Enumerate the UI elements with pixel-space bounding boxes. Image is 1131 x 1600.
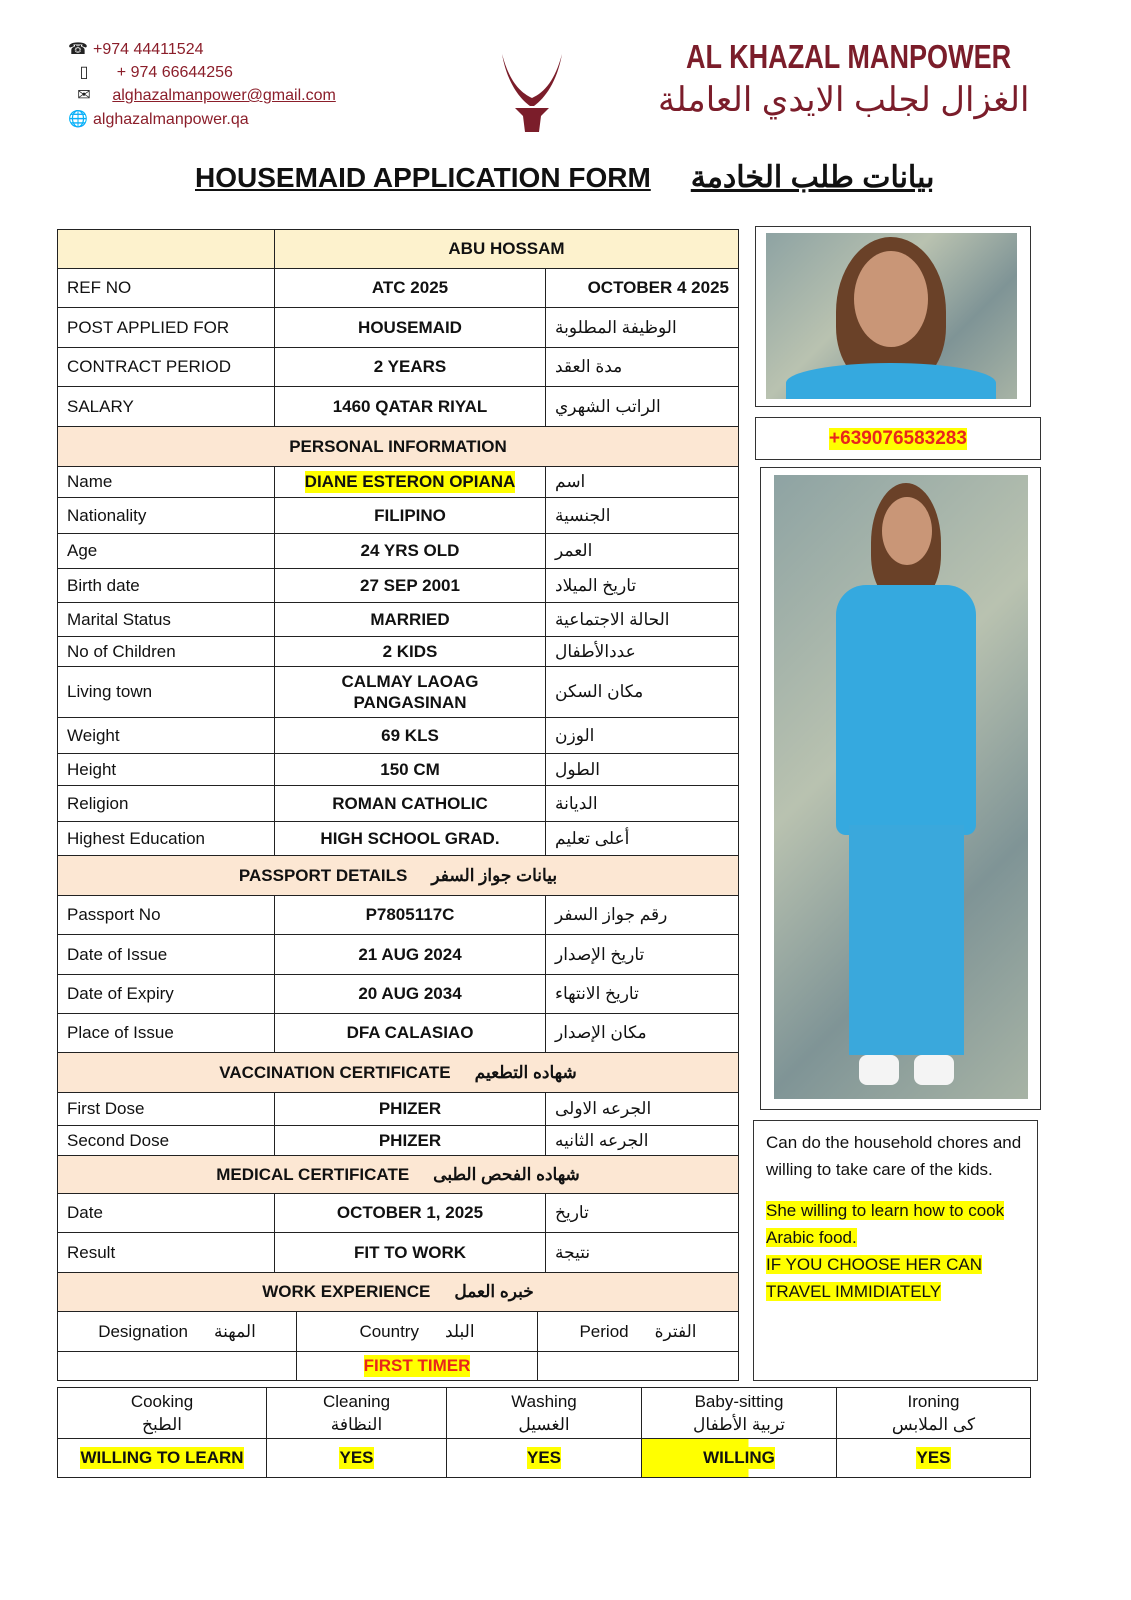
row-marital-status-label <box>57 602 275 637</box>
row-salary-label <box>57 386 275 427</box>
email-link[interactable]: alghazalmanpower@gmail.com <box>112 87 336 104</box>
row-post-applied-for-arabic-text: الوظيفة المطلوبة <box>555 317 677 337</box>
row-living-town-label <box>57 666 275 718</box>
row-salary-value-text: 1460 QATAR RIYAL <box>332 396 488 416</box>
skill-header-baby-sitting <box>641 1387 837 1439</box>
row-birth-date-value <box>274 568 546 603</box>
skill-en: Cooking <box>130 1392 194 1411</box>
personal-info-header <box>57 426 739 467</box>
row-date-of-issue-arabic <box>545 934 739 975</box>
row-post-applied-for-label-text: POST APPLIED FOR <box>67 317 230 337</box>
row-date-of-issue-label <box>57 934 275 975</box>
row-medical-result-arabic <box>545 1232 739 1273</box>
work-column-ar: الفترة <box>654 1321 697 1341</box>
row-living-town-label-text: Living town <box>67 682 153 702</box>
row-ref-no-arabic <box>545 268 739 308</box>
row-ref-no-label-text: REF NO <box>67 278 132 298</box>
passport-header-ar: بيانات جواز السفر <box>431 865 558 885</box>
row-post-applied-for-value <box>274 307 546 348</box>
mobile-text: + 974 66644256 <box>116 64 233 81</box>
row-height-label <box>57 753 275 786</box>
row-height-value <box>274 753 546 786</box>
row-birth-date-value-text: 27 SEP 2001 <box>360 575 460 595</box>
skill-value-ironing <box>836 1438 1031 1478</box>
row-place-of-issue-arabic-text: مكان الإصدار <box>555 1023 647 1043</box>
row-salary-value <box>274 386 546 427</box>
row-religion-value-text: ROMAN CATHOLIC <box>332 793 488 813</box>
row-medical-result-value-text: FIT TO WORK <box>353 1242 467 1262</box>
row-living-town-arabic-text: مكان السكن <box>555 682 644 702</box>
work-column-en: Designation <box>98 1321 188 1341</box>
work-column-period <box>537 1311 739 1352</box>
row-passport-no-arabic <box>545 895 739 935</box>
row-first-dose-arabic-text: الجرعه الاولى <box>555 1099 652 1119</box>
row-religion-arabic <box>545 785 739 822</box>
row-name-arabic-text: اسم <box>555 472 586 492</box>
row-religion-arabic-text: الديانة <box>555 793 598 813</box>
work-column-en: Country <box>359 1321 419 1341</box>
row-medical-result-arabic-text: نتيجة <box>555 1242 591 1262</box>
mobile-phone-icon: ▯ <box>79 64 89 81</box>
row-salary-arabic-text: الراتب الشهري <box>555 396 661 416</box>
row-no-of-children-value <box>274 636 546 667</box>
row-marital-status-label-text: Marital Status <box>67 609 171 629</box>
row-religion-label-text: Religion <box>67 793 129 813</box>
row-second-dose-value-text: PHIZER <box>378 1130 442 1150</box>
row-weight-value <box>274 717 546 754</box>
skill-value-washing-text: YES <box>526 1448 562 1468</box>
row-living-town-value-text: CALMAY LAOAG PANGASINAN <box>341 671 479 712</box>
portrait-photo <box>766 233 1017 399</box>
row-age-value <box>274 533 546 569</box>
row-date-of-expiry-label-text: Date of Expiry <box>67 984 174 1004</box>
row-nationality-label-text: Nationality <box>67 505 147 525</box>
skill-en: Baby-sitting <box>694 1392 784 1411</box>
globe-icon: 🌐 <box>68 111 88 128</box>
row-name-label-text: Name <box>67 472 113 492</box>
row-religion-value <box>274 785 546 822</box>
row-age-arabic-text: العمر <box>555 541 593 561</box>
row-date-of-expiry-value <box>274 974 546 1014</box>
row-weight-label-text: Weight <box>67 725 120 745</box>
row-place-of-issue-arabic <box>545 1013 739 1053</box>
work-column-en: Period <box>579 1321 629 1341</box>
row-no-of-children-arabic-text: عددالأطفال <box>555 641 636 661</box>
skill-en: Cleaning <box>322 1392 391 1411</box>
passport-header <box>57 855 739 896</box>
skill-value-cleaning-text: YES <box>339 1448 374 1468</box>
contact-email <box>73 85 336 105</box>
row-medical-date-value <box>274 1193 546 1233</box>
row-medical-date-label-text: Date <box>67 1203 103 1223</box>
row-religion-label <box>57 785 275 822</box>
row-date-of-issue-value <box>274 934 546 975</box>
row-highest-education-label <box>57 821 275 856</box>
skill-value-washing <box>446 1438 642 1478</box>
row-name-arabic <box>545 466 739 498</box>
row-highest-education-arabic <box>545 821 739 856</box>
work-experience-header <box>57 1272 739 1312</box>
vaccination-header-en: VACCINATION CERTIFICATE <box>219 1062 451 1082</box>
row-date-of-expiry-arabic-text: تاريخ الانتهاء <box>555 984 639 1004</box>
row-nationality-arabic-text: الجنسية <box>555 505 611 525</box>
skill-value-cooking <box>57 1438 267 1478</box>
telephone-icon: ☎ <box>68 41 88 58</box>
remarks-cooking: She willing to learn how to cook Arabic food. <box>766 1201 1005 1247</box>
row-contract-period-value <box>274 347 546 387</box>
row-marital-status-value-text: MARRIED <box>370 609 450 629</box>
row-date-of-expiry-label <box>57 974 275 1014</box>
row-height-arabic <box>545 753 739 786</box>
skill-ar: الغسيل <box>518 1415 570 1434</box>
vaccination-header-ar: شهاده التطعيم <box>474 1062 577 1082</box>
company-name-ar: الغزال لجلب الايدي العاملة <box>658 81 1030 119</box>
row-highest-education-value-text: HIGH SCHOOL GRAD. <box>320 828 500 848</box>
skill-ar: الطبخ <box>142 1415 182 1434</box>
skill-header-washing <box>446 1387 642 1439</box>
row-second-dose-value <box>274 1125 546 1156</box>
row-place-of-issue-value <box>274 1013 546 1053</box>
row-ref-no-arabic-text: OCTOBER 4 2025 <box>587 278 729 298</box>
skill-en: Washing <box>511 1392 577 1411</box>
personal-info-header-text: PERSONAL INFORMATION <box>289 436 507 456</box>
passport-header-en: PASSPORT DETAILS <box>238 865 408 885</box>
portrait-photo-frame <box>755 226 1031 407</box>
row-nationality-arabic <box>545 497 739 534</box>
form-title-en: HOUSEMAID APPLICATION FORM <box>195 162 651 193</box>
row-contract-period-label-text: CONTRACT PERIOD <box>67 357 232 377</box>
row-highest-education-value <box>274 821 546 856</box>
work-column-ar: المهنة <box>213 1321 256 1341</box>
medical-header-ar: شهاده الفحص الطبى <box>433 1164 580 1184</box>
row-medical-date-label <box>57 1193 275 1233</box>
skill-ar: کی الملابس <box>891 1415 976 1434</box>
row-age-arabic <box>545 533 739 569</box>
row-passport-no-label <box>57 895 275 935</box>
skill-ar: تربية الأطفال <box>693 1415 785 1434</box>
row-medical-result-label <box>57 1232 275 1273</box>
row-name-value <box>274 466 546 498</box>
row-name-label <box>57 466 275 498</box>
row-passport-no-value <box>274 895 546 935</box>
row-nationality-value-text: FILIPINO <box>374 505 446 525</box>
company-name-en: AL KHAZAL MANPOWER <box>686 38 1012 75</box>
row-medical-result-label-text: Result <box>67 1242 116 1262</box>
row-passport-no-label-text: Passport No <box>67 905 161 925</box>
work-designation-value <box>57 1351 297 1381</box>
work-experience-header-ar: خبره العمل <box>454 1282 534 1302</box>
row-height-label-text: Height <box>67 759 117 779</box>
skill-value-baby-sitting <box>641 1438 837 1478</box>
row-medical-date-value-text: OCTOBER 1, 2025 <box>336 1203 484 1223</box>
row-age-value-text: 24 YRS OLD <box>360 541 460 561</box>
row-place-of-issue-label <box>57 1013 275 1053</box>
row-no-of-children-arabic <box>545 636 739 667</box>
row-living-town-arabic <box>545 666 739 718</box>
row-date-of-expiry-arabic <box>545 974 739 1014</box>
skill-value-ironing-text: YES <box>916 1448 951 1468</box>
row-weight-value-text: 69 KLS <box>381 725 439 745</box>
row-weight-arabic-text: الوزن <box>555 725 595 745</box>
work-country-value-text: FIRST TIMER <box>363 1356 471 1376</box>
full-body-photo-frame <box>760 467 1041 1110</box>
row-highest-education-arabic-text: أعلى تعليم <box>555 828 630 848</box>
contact-phone <box>67 39 203 59</box>
row-medical-date-arabic <box>545 1193 739 1233</box>
skill-value-cooking-text: WILLING TO LEARN <box>80 1448 244 1468</box>
form-title <box>195 160 935 195</box>
full-body-photo <box>774 475 1028 1099</box>
work-experience-header-en: WORK EXPERIENCE <box>262 1282 431 1302</box>
row-first-dose-arabic <box>545 1092 739 1126</box>
row-place-of-issue-label-text: Place of Issue <box>67 1023 174 1043</box>
remarks-travel: IF YOU CHOOSE HER CAN TRAVEL IMMIDIATELY <box>766 1255 982 1301</box>
row-first-dose-value-text: PHIZER <box>378 1099 442 1119</box>
contact-number-box <box>755 417 1041 460</box>
row-contract-period-arabic-text: مدة العقد <box>555 357 623 377</box>
row-date-of-issue-value-text: 21 AUG 2024 <box>358 944 462 964</box>
work-column-ar: البلد <box>444 1321 475 1341</box>
row-marital-status-arabic <box>545 602 739 637</box>
row-first-dose-label-text: First Dose <box>67 1099 145 1119</box>
envelope-icon: ✉ <box>77 87 91 104</box>
row-age-label <box>57 533 275 569</box>
skill-value-baby-sitting-text: WILLING <box>703 1448 775 1468</box>
row-second-dose-label-text: Second Dose <box>67 1130 170 1150</box>
row-post-applied-for-label <box>57 307 275 348</box>
phone-text: +974 44411524 <box>93 41 204 58</box>
row-birth-date-arabic <box>545 568 739 603</box>
medical-header <box>57 1155 739 1194</box>
contact-mobile <box>73 62 233 82</box>
row-age-label-text: Age <box>67 541 98 561</box>
row-date-of-issue-arabic-text: تاريخ الإصدار <box>555 944 645 964</box>
row-salary-arabic <box>545 386 739 427</box>
work-country-value <box>296 1351 538 1381</box>
row-no-of-children-value-text: 2 KIDS <box>382 641 438 661</box>
row-contract-period-arabic <box>545 347 739 387</box>
row-first-dose-value <box>274 1092 546 1126</box>
remarks-box <box>753 1120 1038 1381</box>
agent-name <box>274 229 739 269</box>
row-marital-status-value <box>274 602 546 637</box>
row-medical-result-value <box>274 1232 546 1273</box>
row-date-of-issue-label-text: Date of Issue <box>67 944 168 964</box>
vaccination-header <box>57 1052 739 1093</box>
row-salary-label-text: SALARY <box>67 396 134 416</box>
skill-en: Ironing <box>907 1392 960 1411</box>
work-column-country <box>296 1311 538 1352</box>
skill-header-cleaning <box>266 1387 447 1439</box>
work-period-value <box>537 1351 739 1381</box>
row-second-dose-label <box>57 1125 275 1156</box>
row-medical-date-arabic-text: تاريخ <box>555 1203 589 1223</box>
row-second-dose-arabic-text: الجرعه الثانيه <box>555 1130 649 1150</box>
row-first-dose-label <box>57 1092 275 1126</box>
row-no-of-children-label <box>57 636 275 667</box>
row-living-town-value <box>274 666 546 718</box>
row-name-value-text: DIANE ESTERON OPIANA <box>304 472 516 492</box>
row-passport-no-arabic-text: رقم جواز السفر <box>555 905 668 925</box>
row-contract-period-label <box>57 347 275 387</box>
website-text[interactable]: alghazalmanpower.qa <box>93 111 249 128</box>
row-highest-education-label-text: Highest Education <box>67 828 205 848</box>
row-height-arabic-text: الطول <box>555 759 600 779</box>
work-column-designation <box>57 1311 297 1352</box>
row-weight-arabic <box>545 717 739 754</box>
row-date-of-expiry-value-text: 20 AUG 2034 <box>358 984 462 1004</box>
row-second-dose-arabic <box>545 1125 739 1156</box>
row-contract-period-value-text: 2 YEARS <box>373 357 447 377</box>
agent-name-text: ABU HOSSAM <box>448 239 565 259</box>
row-post-applied-for-arabic <box>545 307 739 348</box>
row-birth-date-arabic-text: تاريخ الميلاد <box>555 575 637 595</box>
row-ref-no-value-text: ATC 2025 <box>371 278 449 298</box>
medical-header-en: MEDICAL CERTIFICATE <box>216 1164 410 1184</box>
row-marital-status-arabic-text: الحالة الاجتماعية <box>555 609 670 629</box>
form-title-ar: بيانات طلب الخادمة <box>690 161 935 194</box>
row-weight-label <box>57 717 275 754</box>
skill-header-cooking <box>57 1387 267 1439</box>
gazelle-logo-icon <box>497 52 567 136</box>
skill-header-ironing <box>836 1387 1031 1439</box>
row-ref-no-value <box>274 268 546 308</box>
skill-value-cleaning <box>266 1438 447 1478</box>
row-post-applied-for-value-text: HOUSEMAID <box>358 317 462 337</box>
contact-website <box>67 109 249 129</box>
row-nationality-value <box>274 497 546 534</box>
row-place-of-issue-value-text: DFA CALASIAO <box>346 1023 474 1043</box>
row-birth-date-label-text: Birth date <box>67 575 140 595</box>
contact-number: +639076583283 <box>829 427 967 449</box>
remarks-general: Can do the household chores and willing to take care of the kids. <box>766 1133 1022 1179</box>
row-ref-no-label <box>57 268 275 308</box>
row-birth-date-label <box>57 568 275 603</box>
agent-blank <box>57 229 275 269</box>
row-passport-no-value-text: P7805117C <box>365 905 455 925</box>
skill-ar: النظافة <box>330 1415 383 1434</box>
row-nationality-label <box>57 497 275 534</box>
row-height-value-text: 150 CM <box>380 759 440 779</box>
row-no-of-children-label-text: No of Children <box>67 641 176 661</box>
